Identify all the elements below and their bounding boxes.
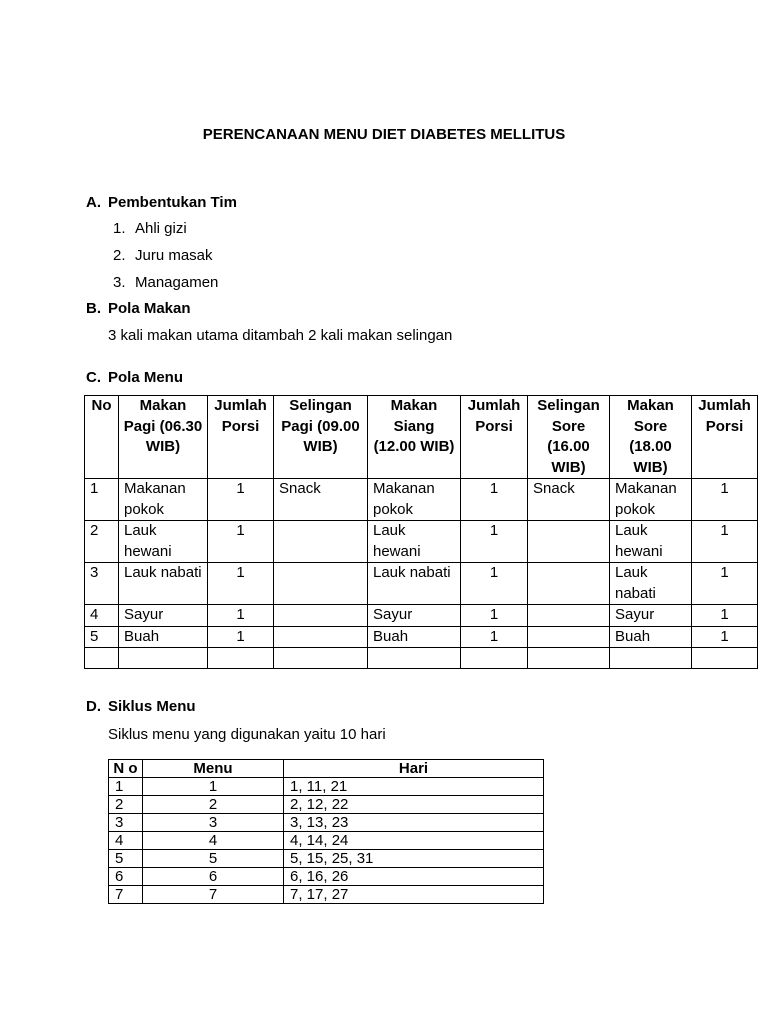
table-cell: 1 [692, 626, 758, 648]
table-cell: Lauk nabati [368, 563, 461, 605]
table-row [109, 868, 544, 886]
table-header-cell: No [85, 396, 119, 479]
table-row [109, 814, 544, 832]
table-cell [119, 648, 208, 669]
table-cell: 1, 11, 21 [284, 778, 544, 796]
table-cell: 5 [85, 626, 119, 648]
table-row [85, 605, 758, 627]
table-header-cell: N o [109, 760, 143, 778]
table-cell: 1 [461, 563, 528, 605]
list-item-text: Managamen [135, 274, 219, 291]
table-cell: Buah [610, 626, 692, 648]
table-cell: 1 [461, 605, 528, 627]
table-row [85, 648, 758, 669]
table-header-cell: Makan Sore (18.00 WIB) [610, 396, 692, 479]
table-cell [274, 605, 368, 627]
table-cell: Snack [274, 479, 368, 521]
section-a-letter: A. [86, 194, 101, 211]
table-cell: 1 [692, 605, 758, 627]
table-cell: 1 [208, 479, 274, 521]
table-cell: Sayur [368, 605, 461, 627]
table-row [109, 886, 544, 904]
table-cell: 4 [109, 832, 143, 850]
section-d-text: Siklus menu yang digunakan yaitu 10 hari [108, 726, 386, 743]
table-cell: 5, 15, 25, 31 [284, 850, 544, 868]
list-item-number: 1. [113, 220, 126, 237]
section-b-title: Pola Makan [108, 300, 191, 317]
list-item-number: 2. [113, 247, 126, 264]
list-item-text: Juru masak [135, 247, 213, 264]
table-cell: Lauk hewani [368, 521, 461, 563]
table-cell: 3 [143, 814, 284, 832]
section-c-title: Pola Menu [108, 369, 184, 386]
table-cell: 1 [208, 521, 274, 563]
table-cell: 1 [208, 605, 274, 627]
table-header-row [85, 396, 758, 479]
pola-menu-table [84, 395, 758, 669]
list-item [113, 274, 218, 291]
table-cell: 6 [109, 868, 143, 886]
table-header-row [109, 760, 544, 778]
table-cell: 1 [461, 521, 528, 563]
section-a-title: Pembentukan Tim [108, 194, 237, 211]
list-item [113, 247, 213, 264]
section-a-heading [86, 194, 237, 211]
table-row [85, 626, 758, 648]
table-cell: 3 [109, 814, 143, 832]
table-cell: 6, 16, 26 [284, 868, 544, 886]
table-cell [692, 648, 758, 669]
table-header-cell: Jumlah Porsi [461, 396, 528, 479]
section-d-letter: D. [86, 698, 101, 715]
table-cell [528, 563, 610, 605]
table-cell: Sayur [610, 605, 692, 627]
table-cell: 4 [85, 605, 119, 627]
table-header-cell: Selingan Sore (16.00 WIB) [528, 396, 610, 479]
table-cell: 5 [109, 850, 143, 868]
page-title: PERENCANAAN MENU DIET DIABETES MELLITUS [202, 126, 566, 143]
list-item [113, 220, 187, 237]
table-cell: 1 [208, 563, 274, 605]
table-cell: Snack [528, 479, 610, 521]
table-row [85, 563, 758, 605]
table-cell: 1 [692, 479, 758, 521]
table-cell: 4, 14, 24 [284, 832, 544, 850]
table-row [85, 479, 758, 521]
table-cell: Buah [119, 626, 208, 648]
table-cell [85, 648, 119, 669]
table-cell [274, 648, 368, 669]
table-cell: Lauk nabati [610, 563, 692, 605]
table-cell: 1 [461, 626, 528, 648]
table-cell: 6 [143, 868, 284, 886]
table-cell: 1 [85, 479, 119, 521]
table-cell: 5 [143, 850, 284, 868]
table-cell: 3 [85, 563, 119, 605]
table-cell: 1 [143, 778, 284, 796]
section-d-heading [86, 698, 196, 715]
table-cell: Sayur [119, 605, 208, 627]
section-d-title: Siklus Menu [108, 698, 196, 715]
section-c-heading [86, 369, 183, 386]
table-cell: 1 [461, 479, 528, 521]
table-row [109, 796, 544, 814]
table-cell [528, 521, 610, 563]
table-header-cell: Selingan Pagi (09.00 WIB) [274, 396, 368, 479]
table-cell [610, 648, 692, 669]
table-cell: 2 [85, 521, 119, 563]
table-cell: 1 [692, 563, 758, 605]
table-cell [274, 626, 368, 648]
table-cell: 7 [143, 886, 284, 904]
siklus-menu-table [108, 759, 544, 904]
table-cell: 1 [208, 626, 274, 648]
table-cell: Buah [368, 626, 461, 648]
table-cell: 2 [143, 796, 284, 814]
table-cell: Makanan pokok [610, 479, 692, 521]
table-cell [274, 563, 368, 605]
table-row [109, 850, 544, 868]
table-header-cell: Jumlah Porsi [208, 396, 274, 479]
table-row [109, 832, 544, 850]
table-cell: Lauk hewani [610, 521, 692, 563]
table-header-cell: Makan Siang (12.00 WIB) [368, 396, 461, 479]
table-cell: 4 [143, 832, 284, 850]
table-row [85, 521, 758, 563]
table-header-cell: Hari [284, 760, 544, 778]
list-item-text: Ahli gizi [135, 220, 187, 237]
table-header-cell: Menu [143, 760, 284, 778]
section-b-letter: B. [86, 300, 101, 317]
table-cell [528, 626, 610, 648]
table-cell: 3, 13, 23 [284, 814, 544, 832]
table-cell: 2, 12, 22 [284, 796, 544, 814]
section-c-letter: C. [86, 369, 101, 386]
list-item-number: 3. [113, 274, 126, 291]
table-cell: 2 [109, 796, 143, 814]
table-cell [368, 648, 461, 669]
table-cell: 1 [109, 778, 143, 796]
table-cell [274, 521, 368, 563]
table-cell: Lauk nabati [119, 563, 208, 605]
table-cell [528, 648, 610, 669]
table-cell: 7, 17, 27 [284, 886, 544, 904]
table-cell: 1 [692, 521, 758, 563]
section-b-heading [86, 300, 191, 317]
section-b-text: 3 kali makan utama ditambah 2 kali makan selingan [108, 327, 453, 344]
table-cell: Makanan pokok [368, 479, 461, 521]
table-cell: 7 [109, 886, 143, 904]
table-header-cell: Jumlah Porsi [692, 396, 758, 479]
table-cell: Lauk hewani [119, 521, 208, 563]
table-cell [461, 648, 528, 669]
table-row [109, 778, 544, 796]
table-header-cell: Makan Pagi (06.30 WIB) [119, 396, 208, 479]
table-cell [528, 605, 610, 627]
table-cell: Makanan pokok [119, 479, 208, 521]
table-cell [208, 648, 274, 669]
